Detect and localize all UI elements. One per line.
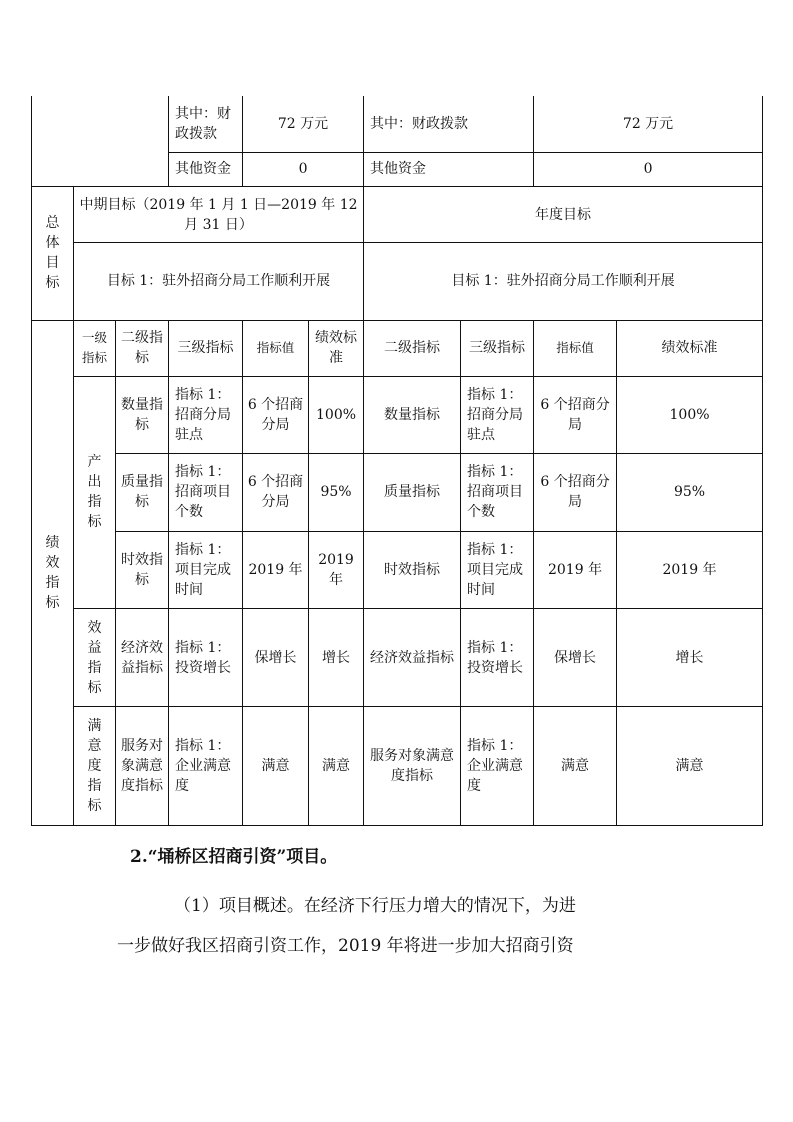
standard-annual-cell: 2019 年 xyxy=(617,531,763,608)
overall-goal-row xyxy=(32,243,763,320)
funding-value-annual: 0 xyxy=(534,152,763,186)
standard-cell: 100% xyxy=(309,376,364,453)
funding-label-annual: 其他资金 xyxy=(364,152,534,186)
project-heading: 2.“埇桥区招商引资”项目。 xyxy=(130,847,338,867)
funding-label: 其他资金 xyxy=(169,152,243,186)
level2-annual-cell: 数量指标 xyxy=(364,376,461,453)
funding-label-annual: 其中：财政拨款 xyxy=(364,96,534,152)
value-cell: 6 个招商分局 xyxy=(243,454,309,531)
level2-cell: 时效指标 xyxy=(116,531,169,608)
benefit-indicator-label: 效益指标 xyxy=(74,608,116,706)
value-annual-cell: 保增长 xyxy=(534,608,617,706)
performance-goal-table xyxy=(31,96,763,826)
header-level3: 三级指标 xyxy=(169,320,243,376)
header-level1: 一级指标 xyxy=(74,320,116,376)
level3-annual-cell: 指标 1：招商项目个数 xyxy=(461,454,534,531)
header-standard-annual: 绩效标准 xyxy=(617,320,763,376)
level3-annual-cell: 指标 1：企业满意度 xyxy=(461,707,534,826)
funding-value-annual: 72 万元 xyxy=(534,96,763,152)
header-value-annual: 指标值 xyxy=(534,320,617,376)
level2-annual-cell: 质量指标 xyxy=(364,454,461,531)
value-annual-cell: 6 个招商分局 xyxy=(534,376,617,453)
value-cell: 满意 xyxy=(243,707,309,826)
table-row xyxy=(32,707,763,826)
funding-value: 72 万元 xyxy=(243,96,364,152)
table-row xyxy=(32,454,763,531)
performance-header-row xyxy=(32,320,763,376)
performance-section-label: 绩效指标 xyxy=(32,320,74,825)
table-row xyxy=(32,376,763,453)
level3-cell: 指标 1：招商分局驻点 xyxy=(169,376,243,453)
level2-cell: 经济效益指标 xyxy=(116,608,169,706)
level3-cell: 指标 1：企业满意度 xyxy=(169,707,243,826)
level2-annual-cell: 时效指标 xyxy=(364,531,461,608)
standard-annual-cell: 95% xyxy=(617,454,763,531)
satisfaction-indicator-label: 满意度指标 xyxy=(74,707,116,826)
level3-cell: 指标 1：招商项目个数 xyxy=(169,454,243,531)
standard-annual-cell: 满意 xyxy=(617,707,763,826)
output-indicator-label: 产出指标 xyxy=(74,376,116,608)
value-annual-cell: 6 个招商分局 xyxy=(534,454,617,531)
level2-cell: 数量指标 xyxy=(116,376,169,453)
header-value: 指标值 xyxy=(243,320,309,376)
value-annual-cell: 2019 年 xyxy=(534,531,617,608)
level2-cell: 质量指标 xyxy=(116,454,169,531)
midterm-goal: 目标 1：驻外招商分局工作顺利开展 xyxy=(74,243,364,320)
paragraph-line: 一步做好我区招商引资工作，2019 年将进一步加大招商引资 xyxy=(117,936,574,956)
funding-label: 其中：财政拨款 xyxy=(169,96,243,152)
midterm-header: 中期目标（2019 年 1 月 1 日—2019 年 12 月 31 日） xyxy=(74,186,364,242)
funding-value: 0 xyxy=(243,152,364,186)
annual-goal: 目标 1：驻外招商分局工作顺利开展 xyxy=(364,243,763,320)
standard-annual-cell: 100% xyxy=(617,376,763,453)
table-row xyxy=(32,608,763,706)
level3-annual-cell: 指标 1：项目完成时间 xyxy=(461,531,534,608)
level3-cell: 指标 1：项目完成时间 xyxy=(169,531,243,608)
header-level2-annual: 二级指标 xyxy=(364,320,461,376)
header-level3-annual: 三级指标 xyxy=(461,320,534,376)
table-row xyxy=(32,531,763,608)
standard-cell: 增长 xyxy=(309,608,364,706)
annual-header: 年度目标 xyxy=(364,186,763,242)
value-annual-cell: 满意 xyxy=(534,707,617,826)
level2-annual-cell: 经济效益指标 xyxy=(364,608,461,706)
overall-section-label: 总体目标 xyxy=(32,186,74,320)
value-cell: 保增长 xyxy=(243,608,309,706)
funding-blank-cell xyxy=(32,96,169,186)
level3-annual-cell: 指标 1：招商分局驻点 xyxy=(461,376,534,453)
standard-cell: 满意 xyxy=(309,707,364,826)
value-cell: 2019 年 xyxy=(243,531,309,608)
paragraph-line: （1）项目概述。在经济下行压力增大的情况下，为进 xyxy=(174,896,576,916)
funding-row-fiscal xyxy=(32,96,763,152)
level3-cell: 指标 1：投资增长 xyxy=(169,608,243,706)
standard-annual-cell: 增长 xyxy=(617,608,763,706)
standard-cell: 2019 年 xyxy=(309,531,364,608)
standard-cell: 95% xyxy=(309,454,364,531)
level3-annual-cell: 指标 1：投资增长 xyxy=(461,608,534,706)
header-standard: 绩效标准 xyxy=(309,320,364,376)
level2-cell: 服务对象满意度指标 xyxy=(116,707,169,826)
value-cell: 6 个招商分局 xyxy=(243,376,309,453)
level2-annual-cell: 服务对象满意度指标 xyxy=(364,707,461,826)
overall-header-row xyxy=(32,186,763,242)
header-level2: 二级指标 xyxy=(116,320,169,376)
